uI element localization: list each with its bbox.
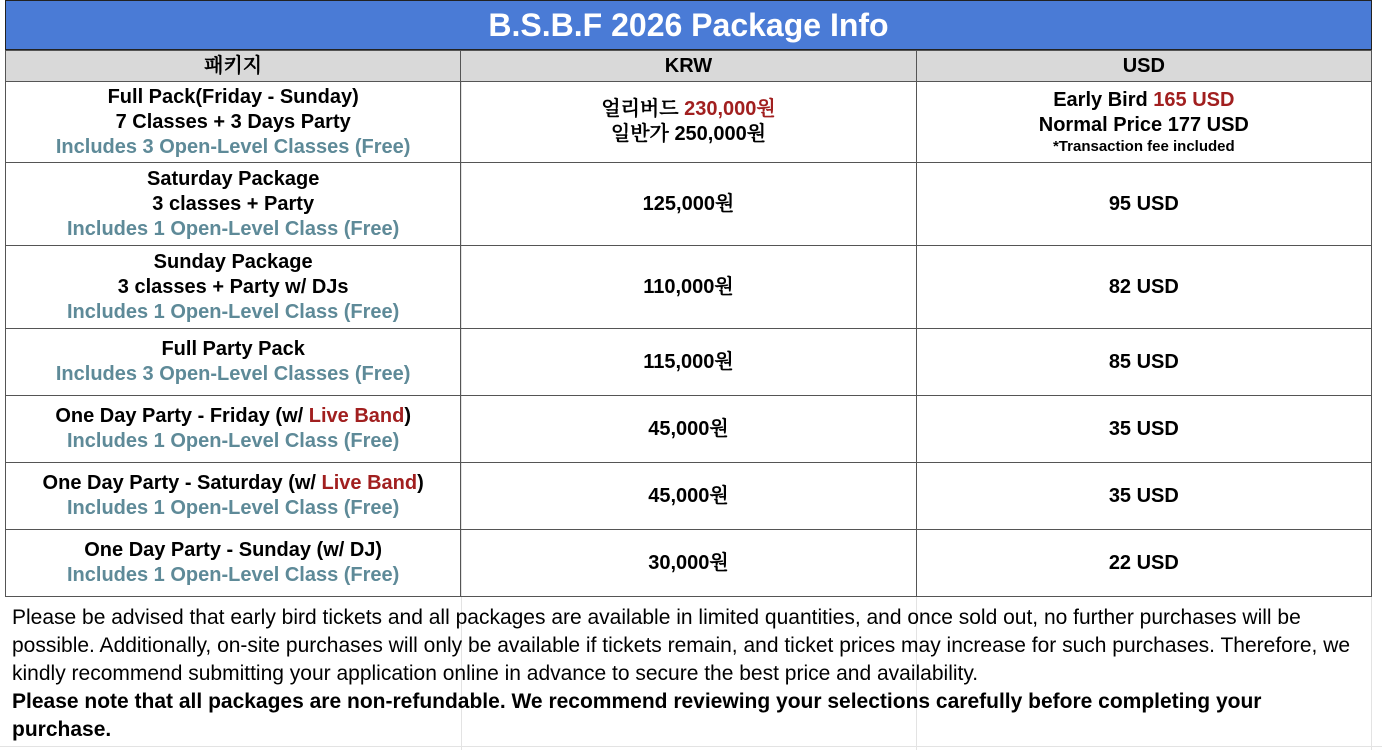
package-cell[interactable] <box>6 463 461 530</box>
usd-normal-price: Normal Price 177 USD <box>1038 114 1249 136</box>
table-row <box>6 396 1372 463</box>
package-note: Includes 1 Open-Level Class (Free) <box>66 217 400 240</box>
package-name: One Day Party - Friday (w/ <box>55 405 309 427</box>
package-note: Includes 1 Open-Level Class (Free) <box>66 497 400 519</box>
usd-cell[interactable]: 95 USD <box>916 163 1371 246</box>
krw-early-price: 230,000원 <box>684 98 776 120</box>
notice-text: Please be advised that early bird tickets and all packages are available in limited quantities, and once sold out, no further purchases will be possible. Additionally, on-site purchases will only be available if tickets remain, and ticket prices may increase for such purchases. Therefore, we kindly recommend submitting your application online in advance to secure the best price and availability. <box>12 606 1351 685</box>
package-cell[interactable] <box>6 396 461 463</box>
package-detail: 3 classes + Party w/ DJs <box>117 275 349 298</box>
krw-cell[interactable]: 110,000원 <box>461 246 916 329</box>
sheet-gridline <box>0 746 1382 747</box>
krw-cell[interactable] <box>461 82 916 163</box>
usd-cell[interactable]: 35 USD <box>916 396 1371 463</box>
package-cell[interactable] <box>6 82 461 163</box>
usd-early-price: 165 USD <box>1153 89 1235 111</box>
krw-cell[interactable]: 125,000원 <box>461 163 916 246</box>
notice-refund-text: Please note that all packages are non-refundable. We recommend reviewing your selections carefully before completing your purchase. <box>12 690 1262 741</box>
header-row <box>6 51 1372 82</box>
transaction-fee-note: *Transaction fee included <box>1052 138 1235 155</box>
krw-early-label: 얼리버드 <box>601 98 685 120</box>
table-row <box>6 530 1372 597</box>
usd-cell[interactable]: 35 USD <box>916 463 1371 530</box>
live-band-highlight: Live Band <box>308 405 405 427</box>
krw-cell[interactable]: 30,000원 <box>461 530 916 597</box>
package-note: Includes 3 Open-Level Classes (Free) <box>55 363 411 385</box>
header-usd[interactable]: USD <box>916 51 1371 82</box>
krw-cell[interactable]: 45,000원 <box>461 463 916 530</box>
package-cell[interactable] <box>6 246 461 329</box>
package-sheet <box>5 0 1372 597</box>
package-cell[interactable] <box>6 163 461 246</box>
table-row <box>6 329 1372 396</box>
table-row <box>6 246 1372 329</box>
table-row <box>6 463 1372 530</box>
sheet-title[interactable]: B.S.B.F 2026 Package Info <box>5 0 1372 50</box>
package-name: Full Party Pack <box>161 338 305 360</box>
package-note: Includes 3 Open-Level Classes (Free) <box>55 135 411 158</box>
usd-cell[interactable]: 82 USD <box>916 246 1371 329</box>
package-name: Saturday Package <box>147 167 320 190</box>
package-detail: 7 Classes + 3 Days Party <box>115 110 351 133</box>
krw-cell[interactable]: 115,000원 <box>461 329 916 396</box>
package-detail: 3 classes + Party <box>152 192 315 215</box>
package-name-suffix: ) <box>417 472 424 494</box>
krw-normal-price: 일반가 250,000원 <box>610 123 767 145</box>
package-name: Sunday Package <box>153 250 313 273</box>
table-row <box>6 82 1372 163</box>
package-name-suffix: ) <box>404 405 411 427</box>
package-name: One Day Party - Saturday (w/ <box>42 472 322 494</box>
notice-cell[interactable] <box>12 604 1362 744</box>
krw-cell[interactable]: 45,000원 <box>461 396 916 463</box>
live-band-highlight: Live Band <box>321 472 418 494</box>
usd-early-label: Early Bird <box>1053 89 1154 111</box>
package-table <box>5 50 1372 597</box>
package-note: Includes 1 Open-Level Class (Free) <box>66 564 400 586</box>
package-cell[interactable] <box>6 530 461 597</box>
package-note: Includes 1 Open-Level Class (Free) <box>66 300 400 323</box>
usd-cell[interactable]: 85 USD <box>916 329 1371 396</box>
usd-cell[interactable]: 22 USD <box>916 530 1371 597</box>
package-cell[interactable] <box>6 329 461 396</box>
header-package[interactable]: 패키지 <box>6 51 461 82</box>
table-row <box>6 163 1372 246</box>
package-name: One Day Party - Sunday (w/ DJ) <box>84 539 383 561</box>
header-krw[interactable]: KRW <box>461 51 916 82</box>
usd-cell[interactable] <box>916 82 1371 163</box>
package-note: Includes 1 Open-Level Class (Free) <box>66 430 400 452</box>
package-name: Full Pack(Friday - Sunday) <box>107 85 359 108</box>
